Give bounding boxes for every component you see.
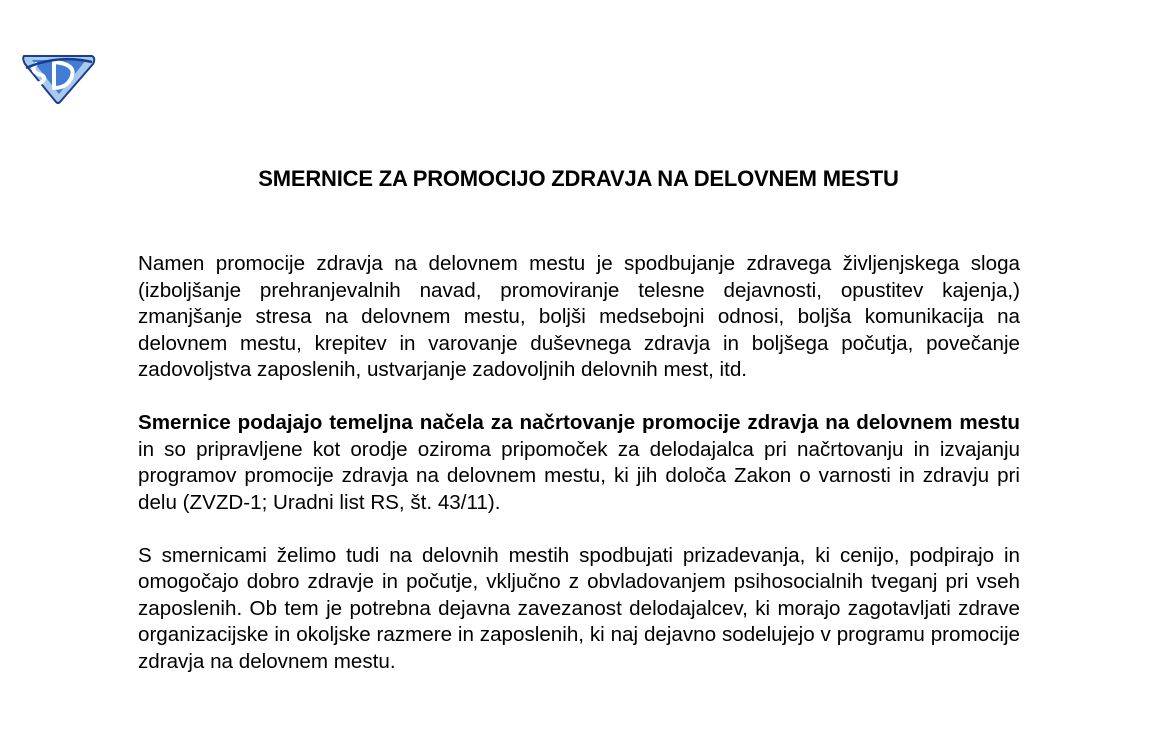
- sd-shield-logo-graphic: [22, 48, 96, 104]
- paragraph-guidelines-rest: in so pripravljene kot orodje oziroma pripomoček za delodajalca pri načrtovanju in izvajanju programov promocije zdravja na delovnem mestu, ki jih določa Zakon o varnosti in zdravju pri delu (ZVZD-1; Uradni list RS, št. 43/11).: [138, 437, 1020, 514]
- paragraph-goals: S smernicami želimo tudi na delovnih mestih spodbujati prizadevanja, ki cenijo, podpirajo in omogočajo dobro zdravje in počutje, vključno z obvladovanjem psihosocialnih tveganj pri vseh zaposlenih. Ob tem je potrebna dejavna zavezanost delodajalcev, ki morajo zagotavljati zdrave organizacijske in okoljske razmere in zaposlenih, ki naj dejavno sodelujejo v programu promocije zdravja na delovnem mestu.: [138, 543, 1020, 673]
- paragraph-guidelines-bold: Smernice podajajo temeljna načela za načrtovanje promocije zdravja na delovnem mestu: [138, 411, 1020, 434]
- sd-logo: [22, 48, 96, 104]
- paragraph-purpose: Namen promocije zdravja na delovnem mestu je spodbujanje zdravega življenjskega sloga (izboljšanje prehranjevalnih navad, promoviranje telesne dejavnosti, opustitev kajenja,) zmanjšanje stresa na delovnem mestu, boljši medsebojni odnosi, boljša komunikacija na delovnem mestu, krepitev in varovanje duševnega zdravja in boljšega počutja, povečanje zadovoljstva zaposlenih, ustvarjanje zadovoljnih delovnih mest, itd.: [138, 252, 1020, 381]
- document-body: [138, 251, 1020, 675]
- paragraph-guidelines: [138, 410, 1020, 516]
- document-title: SMERNICE ZA PROMOCIJO ZDRAVJA NA DELOVNEM MESTU: [258, 166, 899, 191]
